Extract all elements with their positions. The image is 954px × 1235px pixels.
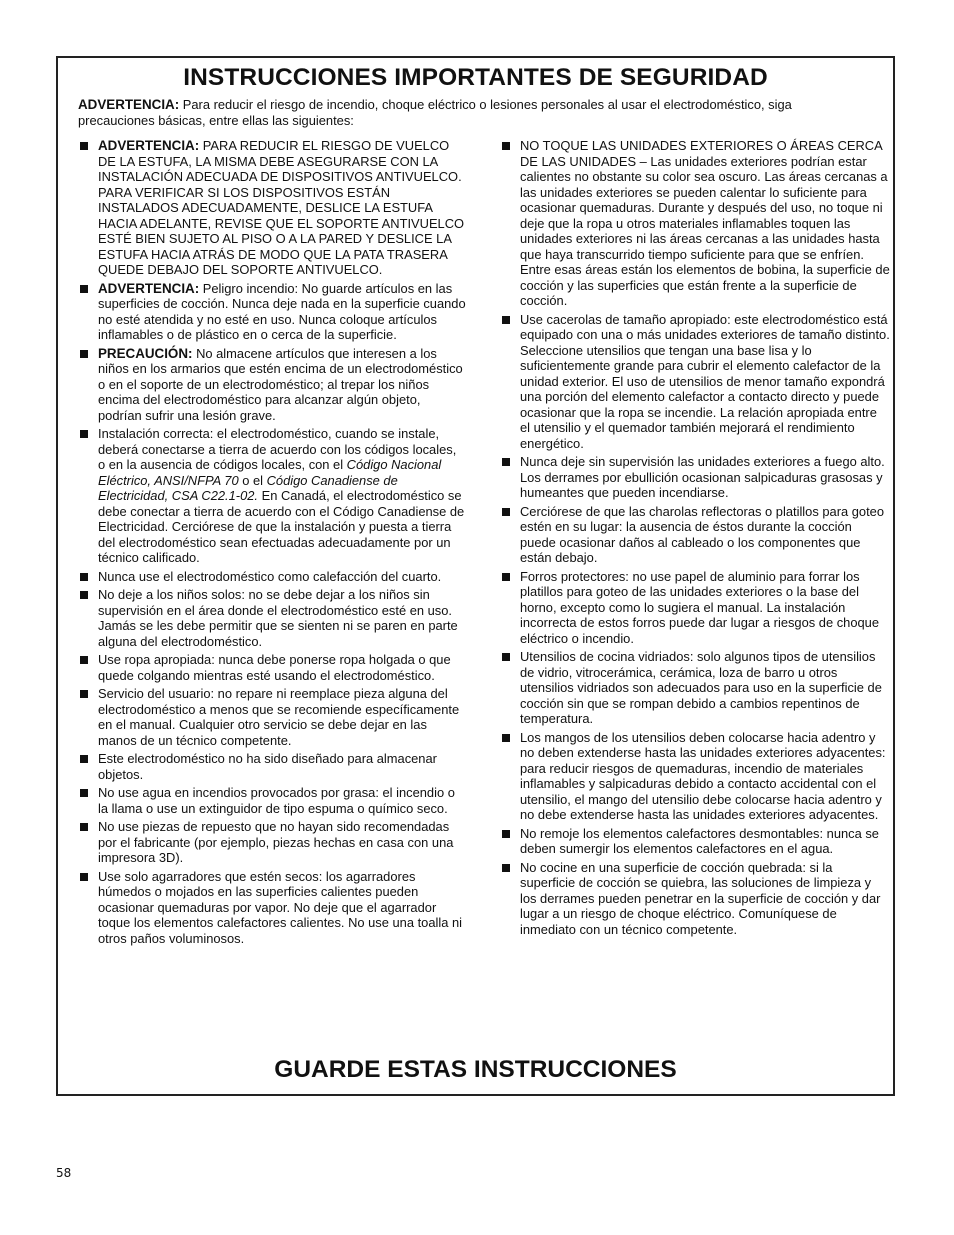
- list-item: [500, 649, 890, 727]
- item-text: No use piezas de repuesto que no hayan sido recomendadas por el fabricante (por ejemplo, piezas hechas en casa con una impresora 3D).: [98, 819, 454, 865]
- item-text: No almacene artículos que interesen a los niños en los armarios que estén encima de un electrodoméstico o en el soporte de un electrodoméstico; al trepar los niños encima del electrodoméstico para alcanzar algún objeto, podrían sufrir una lesión grave.: [98, 345, 463, 423]
- item-text: No use agua en incendios provocados por grasa: el incendio o la llama o use un extinguidor de tipo espuma o químico seco.: [98, 785, 455, 816]
- item-text: Use solo agarradores que estén secos: los agarradores húmedos o mojados en las superficies calientes pueden ocasionar quemaduras por vapor. No deje que el agarrador toque los elementos calefactores calientes. No use una toalla ni otros paños voluminosos.: [98, 868, 463, 946]
- bullet-icon: [502, 830, 510, 838]
- bullet-icon: [502, 653, 510, 661]
- list-item: [500, 454, 890, 501]
- item-text: NO TOQUE LAS UNIDADES EXTERIORES O ÁREAS CERCA DE LAS UNIDADES – Las unidades exteriores podrían estar calientes no obstante su color sea oscuro. Las áreas cercanas a las unidades exteriores se pueden calentar lo suficiente para ocasionar quemaduras. Durante y después del uso, no toque ni deje que la ropa u otros materiales inflamables toquen las unidades exteriores ni las áreas cercanas a las unidades hasta que haya transcurrido tiempo suficiente para que se enfríen. Entre esas áreas están los elementos de bobina, la superficie de cocción y las superficies que están frente a la superficie de cocción.: [520, 138, 890, 308]
- item-text: Este electrodoméstico no ha sido diseñado para almacenar objetos.: [98, 751, 437, 782]
- list-item: [78, 346, 466, 424]
- bullet-icon: [80, 591, 88, 599]
- item-text: Use cacerolas de tamaño apropiado: este electrodoméstico está equipado con una o más unidades exteriores de tamaño distinto. Seleccione utensilios que tengan una base lisa y lo suficientemente grande para cubrir el elemento calefactor de la unidad exterior. El uso de utensilios de menor tamaño expondrá una porción del elemento calefactor a contacto directo y puede ocasionar que la ropa se incendie. La relación apropiada entre el utensilio y el quemador también mejorará el rendimiento energético.: [520, 311, 890, 451]
- bullet-icon: [502, 142, 510, 150]
- list-item: [78, 751, 466, 782]
- bullet-icon: [502, 508, 510, 516]
- item-text: No remoje los elementos calefactores desmontables: nunca se deben sumergir los elementos calefactores en el agua.: [520, 825, 879, 856]
- item-text: Cerciórese de que las charolas reflectoras o platillos para goteo estén en su lugar: la ausencia de éstos durante la cocción puede ocasionar daños al cableado o los componentes que están debajo.: [520, 503, 885, 565]
- list-item: [78, 281, 466, 343]
- item-text: Nunca deje sin supervisión las unidades exteriores a fuego alto. Los derrames por ebullición ocasionan salpicaduras grasosas y humeantes que pueden incendiarse.: [520, 454, 885, 500]
- list-item: [78, 869, 466, 947]
- list-item: [78, 138, 466, 278]
- list-item: [500, 730, 890, 823]
- list-item: [500, 312, 890, 452]
- item-text: En Canadá, el electrodoméstico se debe conectar a tierra de acuerdo con el Código Canadiense de Electricidad. Cerciórese de que la instalación y puesta a tierra del electrodoméstico sean efectuadas adecuadamente por un técnico calificado.: [98, 488, 465, 565]
- list-item: [78, 819, 466, 866]
- item-text: Servicio del usuario: no repare ni reemplace pieza alguna del electrodoméstico a menos que se recomiende específicamente en el manual. Cualquier otro servicio se debe dejar en las manos de un técnico competente.: [98, 686, 460, 748]
- item-text: Use ropa apropiada: nunca debe ponerse ropa holgada o que quede colgando mientras esté usando el electrodoméstico.: [98, 652, 451, 683]
- item-text: o el: [238, 472, 267, 488]
- list-item: [500, 860, 890, 938]
- item-text: Utensilios de cocina vidriados: solo algunos tipos de utensilios de vidrio, vitrocerámica, cerámica, loza de barro u otros utensilios vidriados son adecuados para uso en la superficie de cocción sin que se rompan debido a cambios repentinos de temperatura.: [520, 649, 882, 726]
- item-label: ADVERTENCIA:: [98, 138, 200, 153]
- right-column: [500, 138, 890, 940]
- list-item: [500, 138, 890, 309]
- intro-label: ADVERTENCIA:: [78, 97, 180, 112]
- bullet-icon: [80, 755, 88, 763]
- item-text: No deje a los niños solos: no se debe dejar a los niños sin supervisión en el área donde el electrodoméstico esté en uso. Jamás se les debe permitir que se sienten ni se paren en parte alguna del electrodoméstico.: [98, 587, 458, 649]
- list-item: [78, 587, 466, 649]
- item-text: Nunca use el electrodoméstico como calefacción del cuarto.: [98, 568, 442, 584]
- page-title: INSTRUCCIONES IMPORTANTES DE SEGURIDAD: [183, 64, 768, 91]
- list-item: [78, 426, 466, 566]
- list-item: [78, 569, 466, 585]
- item-text: Instalación correcta: el electrodoméstico, cuando se instale, deberá conectarse a tierra de acuerdo con los códigos locales, o en la ausencia de códigos locales, con el: [98, 426, 457, 472]
- item-text: Forros protectores: no use papel de aluminio para forrar los platillos para goteo de las unidades exteriores o la base del horno, excepto como lo sugiera el manual. La instalación incorrecta de estos forros puede dar lugar a riesgos de choque eléctrico o incendio.: [520, 568, 880, 646]
- bullet-icon: [80, 690, 88, 698]
- intro-text: Para reducir el riesgo de incendio, choque eléctrico o lesiones personales al usar el electrodoméstico, siga precauciones básicas, entre ellas las siguientes:: [78, 97, 792, 128]
- bullet-icon: [80, 350, 88, 358]
- list-item: [78, 785, 466, 816]
- item-text: No cocine en una superficie de cocción quebrada: si la superficie de cocción se quiebra, las soluciones de limpieza y los derrames pueden penetrar en la superficie de cocción y dar lugar a un riesgo de choque eléctrico. Comuníquese de inmediato con un técnico competente.: [520, 859, 881, 937]
- item-text: Peligro incendio: No guarde artículos en las superficies de cocción. Nunca deje nada en la superficie cuando no esté atendida y no esté en uso. Nunca coloque artículos inflamables o de plástico en o cerca de la superficie.: [98, 280, 466, 342]
- bullet-icon: [80, 573, 88, 581]
- bullet-icon: [80, 823, 88, 831]
- bullet-icon: [80, 789, 88, 797]
- code-reference: Código Nacional Eléctrico, ANSI/NFPA 70: [98, 457, 442, 488]
- page-number: 58: [56, 1166, 72, 1180]
- list-item: [500, 504, 890, 566]
- list-item: [500, 569, 890, 647]
- left-column: [78, 138, 466, 949]
- item-label: ADVERTENCIA:: [98, 280, 200, 296]
- item-text: Los mangos de los utensilios deben colocarse hacia adentro y no deben extenderse hasta las unidades exteriores adyacentes: para reducir riesgos de quemaduras, incendio de materiales inflamables y salpicaduras debido a contacto accidental con el utensilio, el mango del utensilio debe colocarse hacia adentro y no debe extenderse hasta las unidades exteriores adyacentes.: [520, 729, 886, 822]
- safety-box: [56, 56, 895, 1096]
- code-reference: Código Canadiense de Electricidad, CSA C22.1-02.: [98, 472, 398, 503]
- bullet-icon: [502, 458, 510, 466]
- list-item: [78, 652, 466, 683]
- bullet-icon: [80, 656, 88, 664]
- bullet-icon: [80, 142, 88, 150]
- list-item: [500, 826, 890, 857]
- save-instructions-title: GUARDE ESTAS INSTRUCCIONES: [274, 1056, 677, 1083]
- bullet-icon: [80, 873, 88, 881]
- bullet-icon: [502, 573, 510, 581]
- bullet-icon: [80, 430, 88, 438]
- bullet-icon: [80, 285, 88, 293]
- intro-warning: [78, 97, 857, 129]
- item-label: PRECAUCIÓN:: [98, 345, 193, 361]
- item-text: PARA REDUCIR EL RIESGO DE VUELCO DE LA ESTUFA, LA MISMA DEBE ASEGURARSE CON LA INSTALACIÓN ADECUADA DE DISPOSITIVOS ANTIVUELCO. PARA VERIFICAR SI LOS DISPOSITIVOS ESTÁN INSTALADOS ADECUADAMENTE, DESLICE LA ESTUFA HACIA ADELANTE, REVISE QUE EL SOPORTE ANTIVUELCO ESTÉ BIEN SUJETO AL PISO O A LA PARED Y DESLICE LA ESTUFA HACIA ATRÁS DE MODO QUE LA PATA TRASERA QUEDE DEBAJO DEL SOPORTE ANTIVUELCO.: [98, 138, 465, 277]
- bullet-icon: [502, 316, 510, 324]
- list-item: [78, 686, 466, 748]
- bullet-icon: [502, 734, 510, 742]
- bullet-icon: [502, 864, 510, 872]
